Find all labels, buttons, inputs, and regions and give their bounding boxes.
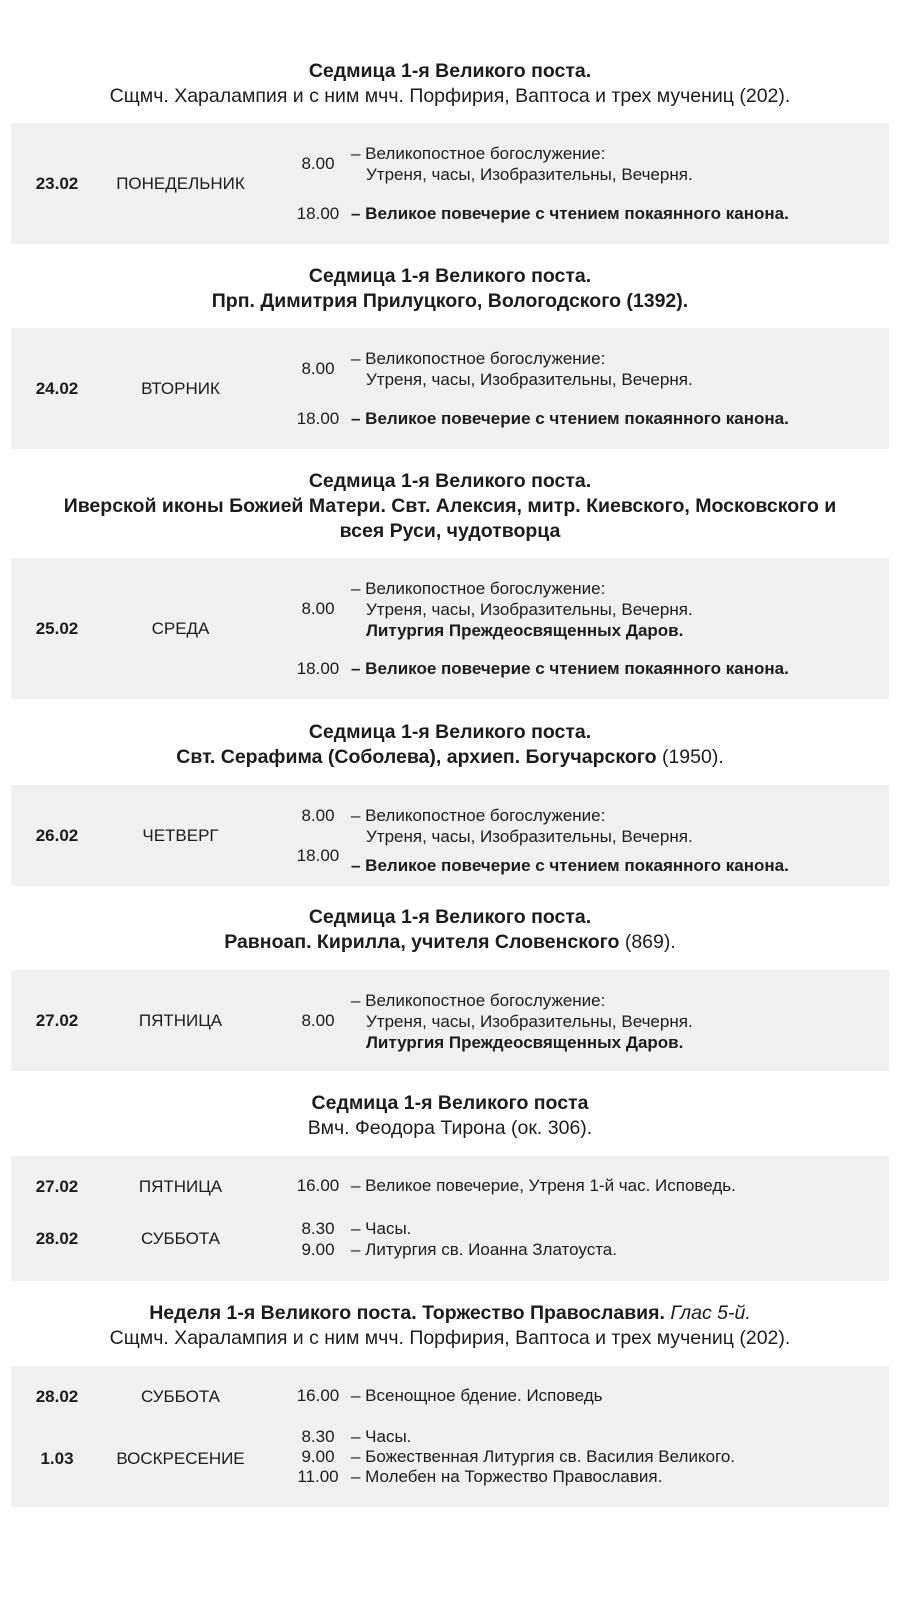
weekday: ВОСКРЕСЕНИЕ — [116, 1448, 245, 1468]
service-time: 8.00 — [301, 359, 335, 378]
day-row — [11, 123, 889, 244]
service-desc: – Божественная Литургия св. Василия Великого. — [351, 1447, 736, 1466]
header-line: Седмица 1-я Великого поста. — [308, 721, 592, 743]
header-line: Сщмч. Харалампия и с ним мчч. Порфирия, Ваптоса и трех мучениц (202). — [109, 85, 791, 107]
section-header — [12, 264, 888, 314]
header-line: Седмица 1-я Великого поста — [311, 1092, 589, 1114]
weekday: ПОНЕДЕЛЬНИК — [116, 174, 245, 193]
weekday: ЧЕТВЕРГ — [142, 826, 219, 845]
schedule-block — [11, 558, 889, 699]
service-desc: – Великое повечерие с чтением покаянного канона. — [351, 659, 789, 678]
service-desc: – Великопостное богослужение: Утреня, часы, Изобразительны, Вечерня. — [351, 349, 693, 389]
day-row — [11, 1426, 889, 1490]
day-row — [11, 970, 889, 1071]
service-time: 16.00 — [296, 1176, 340, 1195]
day-row — [11, 1366, 889, 1426]
service-desc: – Великопостное богослужение: Утреня, часы, Изобразительны, Вечерня. — [351, 806, 693, 846]
section-header — [12, 1301, 888, 1351]
date: 23.02 — [35, 174, 79, 193]
date: 28.02 — [35, 1386, 79, 1406]
day-row — [11, 1156, 889, 1216]
section-header — [12, 720, 888, 770]
weekday: СРЕДА — [151, 619, 210, 638]
service-desc: – Всенощное бдение. Исповедь — [351, 1386, 603, 1405]
section-header — [12, 59, 888, 109]
header-line: всея Руси, чудотворца — [339, 520, 561, 542]
service-time: 18.00 — [296, 409, 340, 428]
section-header — [12, 905, 888, 955]
service-desc: – Великое повечерие, Утреня 1-й час. Исповедь. — [351, 1176, 736, 1195]
date: 26.02 — [35, 826, 79, 845]
schedule-block — [11, 970, 889, 1071]
header-line: Иверской иконы Божией Матери. Свт. Алексия, митр. Киевского, Московского и — [63, 495, 837, 517]
header-line: Свт. Серафима (Соболева), архиеп. Богучарского (1950). — [176, 746, 724, 768]
service-time: 8.00 — [301, 154, 335, 173]
service-desc: – Великое повечерие с чтением покаянного канона. — [351, 856, 789, 875]
header-line: Седмица 1-я Великого поста. — [308, 265, 592, 287]
schedule-block — [11, 785, 889, 886]
day-row — [11, 558, 889, 699]
section-header — [12, 1091, 888, 1141]
header-line: Прп. Димитрия Прилуцкого, Вологодского (1392). — [211, 290, 689, 312]
service-desc: – Великое повечерие с чтением покаянного канона. — [351, 204, 789, 223]
header-line: Сщмч. Харалампия и с ним мчч. Порфирия, Ваптоса и трех мучениц (202). — [109, 1327, 791, 1349]
schedule-block — [11, 1366, 889, 1507]
header-line: Неделя 1-я Великого поста. Торжество Православия. Глас 5-й. — [149, 1302, 751, 1324]
service-time: 8.00 — [301, 1011, 335, 1030]
service-desc: – Часы. — [351, 1427, 412, 1446]
weekday: СУББОТА — [140, 1228, 220, 1248]
service-time: 9.00 — [301, 1240, 335, 1259]
schedule-block — [11, 1156, 889, 1281]
section-header — [12, 469, 888, 544]
header-line: Седмица 1-я Великого поста. — [308, 60, 592, 82]
service-time: 8.00 — [301, 806, 335, 825]
weekday: ПЯТНИЦА — [138, 1176, 223, 1196]
day-row — [11, 1216, 889, 1260]
date: 24.02 — [35, 379, 79, 398]
header-line: Вмч. Феодора Тирона (ок. 306). — [307, 1117, 593, 1139]
service-time: 18.00 — [296, 846, 340, 865]
service-desc: – Часы. — [351, 1219, 412, 1238]
service-time: 8.30 — [301, 1219, 335, 1238]
service-desc: – Великопостное богослужение: Утреня, часы, Изобразительны, Вечерня. Литургия Преждеосвященных Даров. — [351, 579, 693, 640]
service-desc: – Литургия св. Иоанна Златоуста. — [351, 1240, 617, 1259]
schedule-block — [11, 123, 889, 244]
service-desc: – Великопостное богослужение: Утреня, часы, Изобразительны, Вечерня. — [351, 144, 693, 184]
weekday: ВТОРНИК — [141, 379, 220, 398]
weekday: ПЯТНИЦА — [138, 1011, 223, 1030]
date: 27.02 — [35, 1176, 79, 1196]
date: 1.03 — [40, 1448, 74, 1468]
date: 27.02 — [35, 1011, 79, 1030]
header-line: Седмица 1-я Великого поста. — [308, 906, 592, 928]
service-desc: – Великое повечерие с чтением покаянного канона. — [351, 409, 789, 428]
service-time: 9.00 — [301, 1447, 335, 1466]
day-row — [11, 785, 889, 886]
header-line: Равноап. Кирилла, учителя Словенского (869). — [224, 931, 676, 953]
header-line: Седмица 1-я Великого поста. — [308, 470, 592, 492]
service-time: 18.00 — [296, 659, 340, 678]
service-time: 11.00 — [297, 1467, 339, 1486]
day-row — [11, 328, 889, 449]
service-time: 8.30 — [301, 1427, 335, 1446]
service-time: 18.00 — [296, 204, 340, 223]
weekday: СУББОТА — [140, 1386, 220, 1406]
date: 28.02 — [35, 1228, 79, 1248]
schedule-block — [11, 328, 889, 449]
date: 25.02 — [35, 619, 79, 638]
service-desc: – Великопостное богослужение: Утреня, часы, Изобразительны, Вечерня. Литургия Преждеосвященных Даров. — [351, 991, 693, 1052]
service-time: 16.00 — [296, 1386, 340, 1405]
service-time: 8.00 — [301, 599, 335, 618]
service-desc: – Молебен на Торжество Православия. — [351, 1467, 663, 1486]
